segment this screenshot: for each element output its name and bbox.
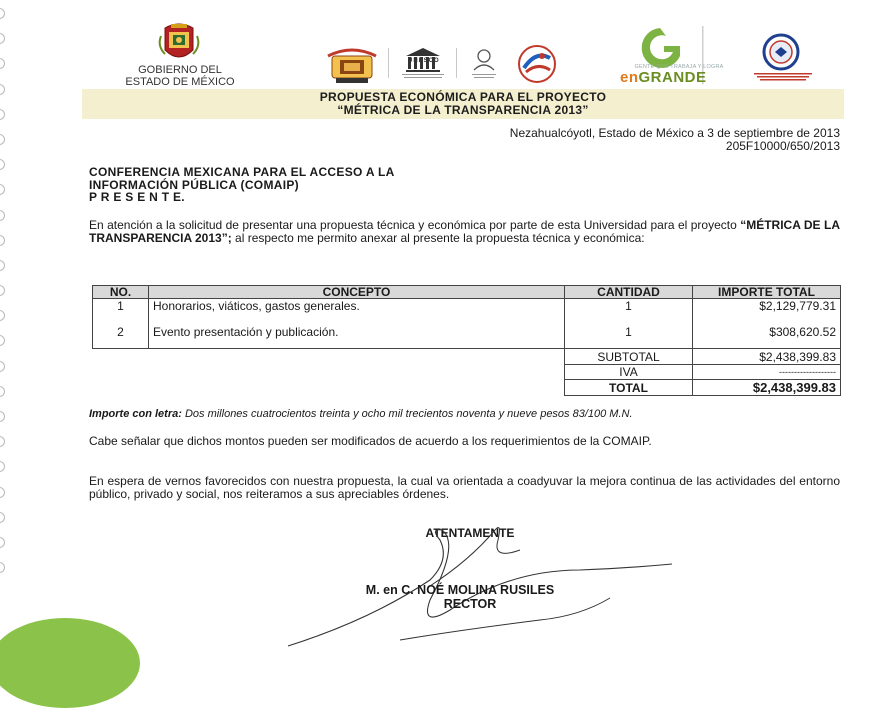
engrande-en: en: [620, 69, 639, 86]
importe-con-letra: [89, 408, 849, 420]
engrande-grande: GRANDE: [638, 69, 707, 86]
row-importe: $2,129,779.31: [693, 299, 841, 325]
paragraph-montos: Cabe señalar que dichos montos pueden ser modificados de acuerdo a los requerimientos de la COMAIP.: [89, 434, 652, 448]
total-value: $2,438,399.83: [693, 380, 841, 396]
budget-table-grid: [92, 285, 841, 396]
table-row: [93, 325, 841, 349]
signer-name: M. en C. NOÉ MOLINA RUSILES: [365, 583, 555, 597]
engrande-tagline: GENTE QUE TRABAJA Y LOGRA: [634, 64, 724, 70]
row-cantidad: 1: [565, 325, 693, 349]
row-cantidad: 1: [565, 299, 693, 325]
addressee: [89, 166, 395, 204]
gobierno-crest-logo: [155, 22, 203, 66]
row-no: 1: [93, 299, 149, 325]
total-label: TOTAL: [565, 380, 693, 396]
addressee-line3: P R E S E N T E.: [89, 190, 185, 204]
iva-value: -------------------: [693, 365, 841, 380]
addressee-line2: INFORMACIÓN PÚBLICA (COMAIP): [89, 177, 299, 192]
subtotal-value: $2,438,399.83: [693, 349, 841, 365]
unesco-label: UNESCO: [408, 58, 440, 64]
header-concepto: CONCEPTO: [149, 286, 565, 299]
subtotal-row: [93, 349, 841, 365]
gobierno-line1: GOBIERNO DEL: [138, 64, 222, 76]
intro-paragraph: [89, 219, 840, 245]
importe-letra-text: Dos millones cuatrocientos treinta y ocho mil trecientos noventa y nueve pesos 83/100 M.N.: [181, 408, 633, 420]
circular-emblem-logo: [516, 44, 558, 84]
table-row: [93, 299, 841, 325]
university-seal-logo: [322, 46, 382, 86]
signature-scribble: [280, 500, 680, 650]
row-importe: $308,620.52: [693, 325, 841, 349]
reference-number: 205F10000/650/2013: [725, 139, 840, 153]
closing-atentamente: ATENTAMENTE: [425, 526, 515, 540]
budget-table: [92, 285, 840, 396]
gobierno-line2: ESTADO DE MÉXICO: [125, 76, 235, 88]
intro-text-2: al respecto me permito anexar al presente la propuesta técnica y económica:: [231, 231, 645, 245]
document-title-bar: [82, 89, 844, 119]
table-header-row: [93, 286, 841, 299]
intro-project-name: “MÉTRICA DE LA TRANSPARENCIA 2013”;: [89, 218, 840, 245]
certification-badge-logo: [762, 33, 800, 71]
certification-caption: [752, 72, 814, 82]
green-corner-decoration: [0, 618, 140, 708]
header-cantidad: CANTIDAD: [565, 286, 693, 299]
importe-letra-label: Importe con letra:: [89, 408, 182, 420]
row-no: 2: [93, 325, 149, 349]
row-concepto: Evento presentación y publicación.: [149, 325, 565, 349]
engrande-wordmark: [620, 69, 707, 86]
header-importe: IMPORTE TOTAL: [693, 286, 841, 299]
iva-row: [93, 365, 841, 380]
network-logo: [462, 46, 506, 82]
date-line: Nezahualcóyotl, Estado de México a 3 de septiembre de 2013: [509, 126, 840, 140]
logo-divider: [388, 48, 389, 78]
gobierno-text: [96, 64, 264, 88]
header-no: NO.: [93, 286, 149, 299]
binder-holes: [0, 8, 8, 588]
subtotal-label: SUBTOTAL: [565, 349, 693, 365]
total-row: [93, 380, 841, 396]
row-concepto: Honorarios, viáticos, gastos generales.: [149, 299, 565, 325]
iva-label: IVA: [565, 365, 693, 380]
signer-title: RECTOR: [443, 597, 497, 611]
addressee-line1: CONFERENCIA MEXICANA PARA EL ACCESO A LA: [89, 165, 395, 179]
logo-divider: [456, 48, 457, 78]
paragraph-espera: En espera de vernos favorecidos con nuestra propuesta, la cual va orientada a coadyuvar la mejora continua de las actividades del entorno público, privado y social, nos reiteramos a sus apreciables órdenes.: [89, 474, 840, 501]
title-line1: PROPUESTA ECONÓMICA PARA EL PROYECTO: [319, 90, 607, 104]
intro-text-1: En atención a la solicitud de presentar una propuesta técnica y económica por parte de esta Universidad para el proyecto: [89, 218, 741, 232]
title-line2: “MÉTRICA DE LA TRANSPARENCIA 2013”: [337, 103, 589, 117]
